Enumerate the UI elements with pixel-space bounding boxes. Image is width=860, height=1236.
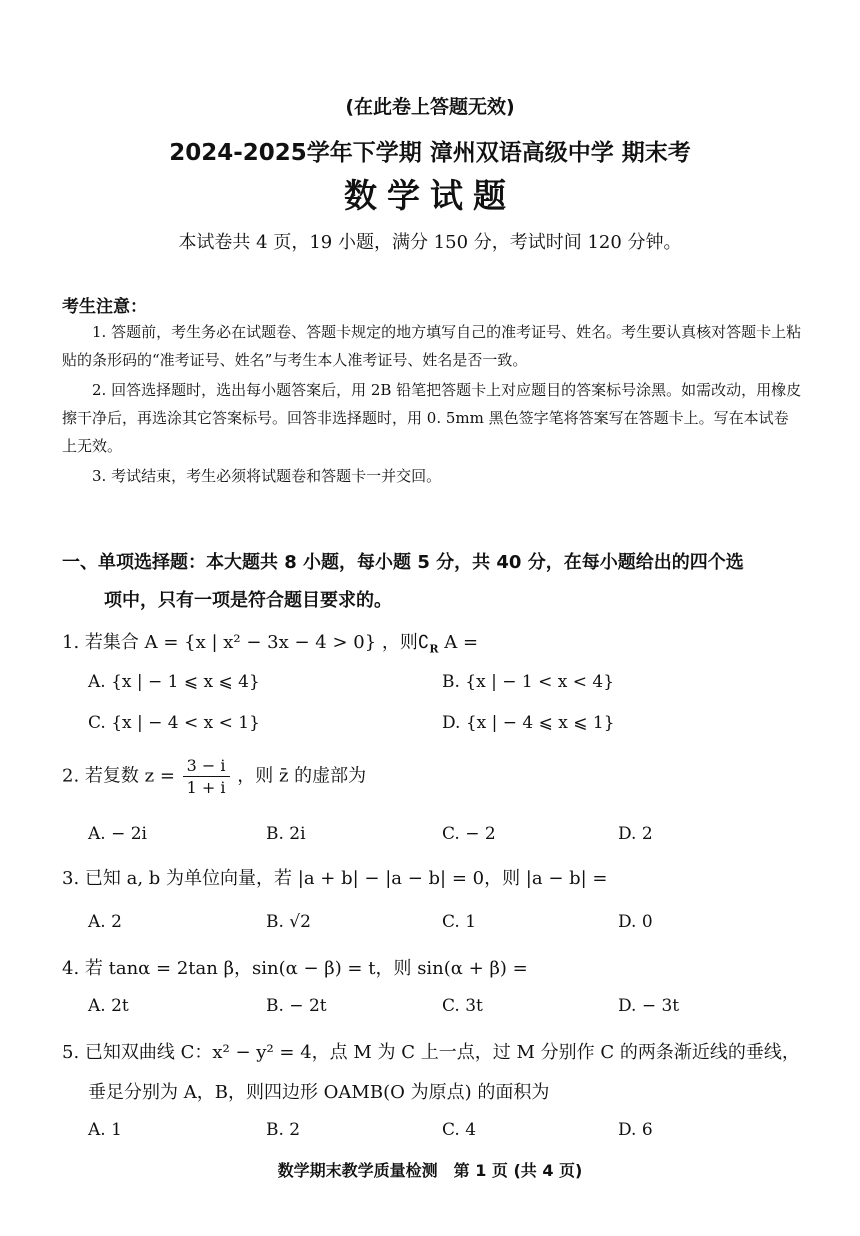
q1-option-d: D. {x | − 4 ⩽ x ⩽ 1} [442,713,615,733]
q1-option-c: C. {x | − 4 < x < 1} [88,713,260,733]
exam-title: 数学试题 [344,176,516,215]
note-item-1: 1. 答题前，考生务必在试题卷、答题卡规定的地方填写自己的准考证号、姓名。考生要认真核对答题卡上粘贴的条形码的“准考证号、姓名”与考生本人准考证号、姓名是否一致。 [62,323,802,369]
q2-option-b: B. 2i [266,824,306,844]
q3-option-d: D. 0 [618,912,653,932]
page-footer: 数学期末教学质量检测 第 1 页 (共 4 页) [277,1161,583,1180]
question-5-stem-line2: 垂足分别为 A，B，则四边形 OAMB(O 为原点) 的面积为 [88,1082,550,1103]
section-1-title-line2: 项中，只有一项是符合题目要求的。 [104,590,392,611]
notes-title: 考生注意： [62,297,147,317]
q2-option-d: D. 2 [618,824,653,844]
q5-option-c: C. 4 [442,1120,477,1140]
exam-header-title: 2024-2025学年下学期 漳州双语高级中学 期末考 [169,140,691,166]
q2-option-c: C. − 2 [442,824,496,844]
question-4-stem: 4. 若 tanα = 2tan β，sin(α − β) = t，则 sin(α + β) = [62,958,528,979]
q1-option-a: A. {x | − 1 ⩽ x ⩽ 4} [88,672,260,692]
q3-option-b: B. √2 [266,912,311,932]
note-item-3: 3. 考试结束，考生必须将试题卷和答题卡一并交回。 [92,467,442,485]
question-3-stem: 3. 已知 a, b 为单位向量，若 |a + b| − |a − b| = 0，则 |a − b| = [62,868,608,889]
question-1-stem-text: 1. 若集合 A = {x | x² − 3x − 4 > 0} ，则∁ [62,632,430,653]
question-1-stem [62,628,478,656]
complement-subscript: R [429,642,439,656]
q4-option-a: A. 2t [88,996,129,1016]
question-5-stem: 5. 已知双曲线 C：x² − y² = 4，点 M 为 C 上一点，过 M 分别作 C 的两条渐近线的垂线， [62,1042,800,1063]
fraction-numerator: 3 − i [183,756,230,777]
exam-info: 本试卷共 4 页，19 小题，满分 150 分，考试时间 120 分钟。 [178,232,682,253]
question-2-stem [62,756,366,797]
note-item-2: 2. 回答选择题时，选出每小题答案后，用 2B 铅笔把答题卡上对应题目的答案标号涂黑。如需改动，用橡皮擦干净后，再选涂其它答案标号。回答非选择题时，用 0. 5mm 黑色签字笔将答案写在答题卡上。写在本试卷上无效。 [62,381,802,455]
q4-option-b: B. − 2t [266,996,327,1016]
header-note: (在此卷上答题无效) [345,96,515,118]
q2-option-a: A. − 2i [88,824,147,844]
q4-option-d: D. − 3t [618,996,680,1016]
q1-option-b: B. {x | − 1 < x < 4} [442,672,615,692]
section-1-title [62,544,807,620]
question-2-stem-post: ，则 z̄ 的虚部为 [237,765,367,787]
q4-option-c: C. 3t [442,996,483,1016]
question-2-stem-pre: 2. 若复数 z = [62,765,175,787]
q5-option-d: D. 6 [618,1120,653,1140]
q5-option-b: B. 2 [266,1120,301,1140]
question-2-fraction [183,756,230,797]
q3-option-c: C. 1 [442,912,477,932]
section-1-title-line1: 一、单项选择题：本大题共 8 小题，每小题 5 分，共 40 分，在每小题给出的四个选 [62,552,744,573]
question-1-stem-end: A = [438,632,479,653]
q3-option-a: A. 2 [88,912,122,932]
q5-option-a: A. 1 [88,1120,122,1140]
fraction-denominator: 1 + i [186,778,226,797]
